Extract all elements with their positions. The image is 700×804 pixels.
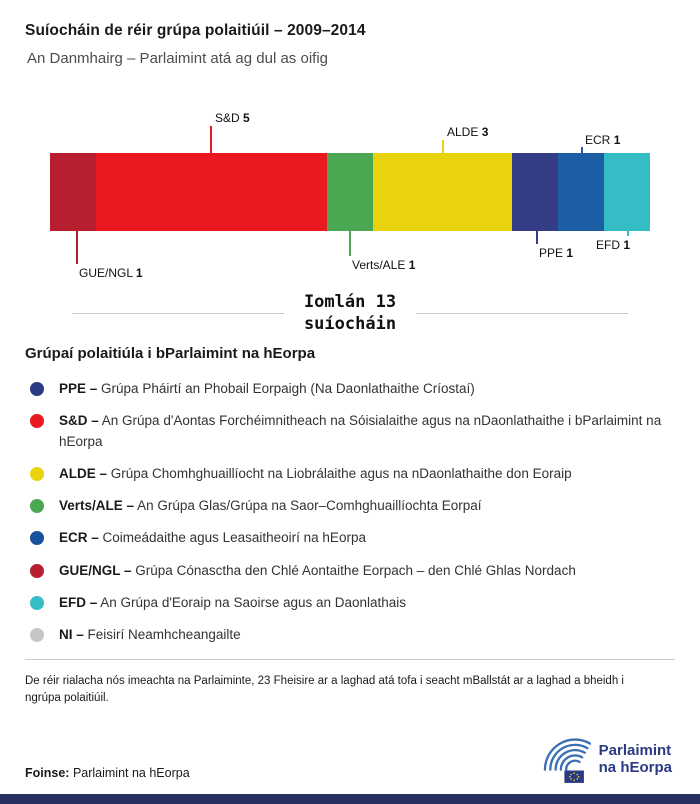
- page-title: Suíocháin de réir grúpa polaitiúil – 2009–2014: [25, 22, 366, 39]
- group-name: PPE: [539, 246, 564, 260]
- group-seats: 5: [243, 111, 250, 125]
- alde-color-dot: [30, 467, 44, 481]
- header: [0, 0, 700, 67]
- group-name: ECR: [585, 133, 611, 147]
- stacked-bar: [50, 153, 650, 231]
- legend-item-ni: [25, 625, 675, 645]
- seats-stacked-bar-chart: [0, 105, 700, 287]
- parliament-hemicycle-icon: [529, 732, 591, 786]
- group-name: ALDE: [447, 125, 479, 139]
- group-seats: 1: [135, 266, 143, 280]
- bar-segment-ppe: [512, 153, 558, 231]
- logo-line-2: na hEorpa: [598, 759, 672, 776]
- source-label: Foinse:: [25, 766, 70, 780]
- legend-text: EFD – An Grúpa d'Eoraip na Saoirse agus an Daonlathais: [59, 594, 407, 610]
- total-line-2: suíocháin: [303, 314, 397, 335]
- group-name: S&D: [215, 111, 240, 125]
- legend-item-sd: [25, 411, 675, 452]
- legend-item-ecr: [25, 528, 675, 548]
- total-seats-row: [72, 291, 628, 335]
- legend-text: GUE/NGL – Grúpa Cónasctha den Chlé Aontaithe Eorpach – den Chlé Ghlas Nordach: [59, 562, 576, 578]
- total-rule-left: [72, 313, 284, 314]
- page-subtitle: An Danmhairg – Parlaimint atá ag dul as oifig: [27, 50, 328, 67]
- sd-color-dot: [30, 414, 44, 428]
- european-parliament-logo: [529, 732, 672, 786]
- group-seats: 1: [408, 258, 416, 272]
- group-seats: 1: [623, 238, 631, 252]
- group-seats: 1: [613, 133, 621, 147]
- logo-line-1: Parlaimint: [598, 741, 672, 759]
- callout-line-gue-ngl: [76, 231, 78, 264]
- legend-text: Verts/ALE – An Grúpa Glas/Grúpa na Saor–Comhghuaillíochta Eorpaí: [59, 498, 482, 514]
- source-text: Parlaimint na hEorpa: [72, 766, 190, 780]
- callout-line-ppe: [536, 231, 538, 244]
- total-seats-label: [304, 291, 396, 335]
- callout-line-alde: [442, 140, 444, 153]
- group-seats: 1: [566, 246, 574, 260]
- callout-line-verts-ale: [349, 231, 351, 256]
- group-name: Verts/ALE: [352, 258, 406, 272]
- legend-text: S&D – An Grúpa d'Aontas Forchéimnitheach na Sóisialaithe agus na nDaonlathaithe i bParlaimint na hEorpa: [59, 413, 662, 449]
- callout-label-verts-ale: [352, 258, 415, 272]
- group-seats: 3: [481, 125, 489, 139]
- ppe-color-dot: [30, 382, 44, 396]
- legend-item-alde: [25, 464, 675, 484]
- total-rule-right: [416, 313, 628, 314]
- bar-segment-gue-ngl: [50, 153, 96, 231]
- legend-text: ECR – Coimeádaithe agus Leasaitheoirí na hEorpa: [59, 530, 366, 546]
- callout-line-efd: [627, 231, 629, 236]
- bar-segment-efd: [604, 153, 650, 231]
- bar-segment-verts-ale: [327, 153, 373, 231]
- group-name: EFD: [596, 238, 620, 252]
- group-name: GUE/NGL: [79, 266, 133, 280]
- callout-label-sd: [215, 111, 250, 125]
- legend-item-gue-ngl: [25, 561, 675, 581]
- legend: [0, 345, 700, 645]
- legend-text: NI – Feisirí Neamhcheangailte: [59, 627, 241, 643]
- total-line-1: Iomlán 13: [303, 292, 397, 312]
- callout-label-ppe: [539, 246, 573, 260]
- ecr-color-dot: [30, 531, 44, 545]
- logo-wordmark: [599, 742, 672, 777]
- callout-label-ecr: [585, 133, 620, 147]
- callout-line-sd: [210, 126, 212, 153]
- bar-segment-alde: [373, 153, 511, 231]
- legend-title: Grúpaí polaitiúla i bParlaimint na hEorpa: [25, 345, 316, 363]
- source-line: [25, 766, 190, 780]
- bar-segment-sd: [96, 153, 327, 231]
- bar-segment-ecr: [558, 153, 604, 231]
- callout-label-gue-ngl: [79, 266, 143, 280]
- rules-note: De réir rialacha nós imeachta na Parlaiminte, 23 Fheisire ar a laghad atá tofa i seacht mBallstát ar a laghad a bheidh i ngrúpa polaitiúil.: [25, 675, 624, 705]
- legend-item-efd: [25, 593, 675, 613]
- legend-item-ppe: [25, 379, 675, 399]
- bottom-bar: [0, 794, 700, 804]
- legend-item-verts-ale: [25, 496, 675, 516]
- callout-label-alde: [447, 125, 488, 139]
- legend-text: ALDE – Grúpa Chomhghuaillíocht na Liobrálaithe agus na nDaonlathaithe don Eoraip: [59, 465, 572, 481]
- callout-label-efd: [596, 238, 630, 252]
- efd-color-dot: [30, 596, 44, 610]
- verts-ale-color-dot: [30, 499, 44, 513]
- gue-ngl-color-dot: [30, 564, 44, 578]
- legend-text: PPE – Grúpa Pháirtí an Phobail Eorpaigh (Na Daonlathaithe Críostaí): [59, 381, 475, 397]
- ni-color-dot: [30, 628, 44, 642]
